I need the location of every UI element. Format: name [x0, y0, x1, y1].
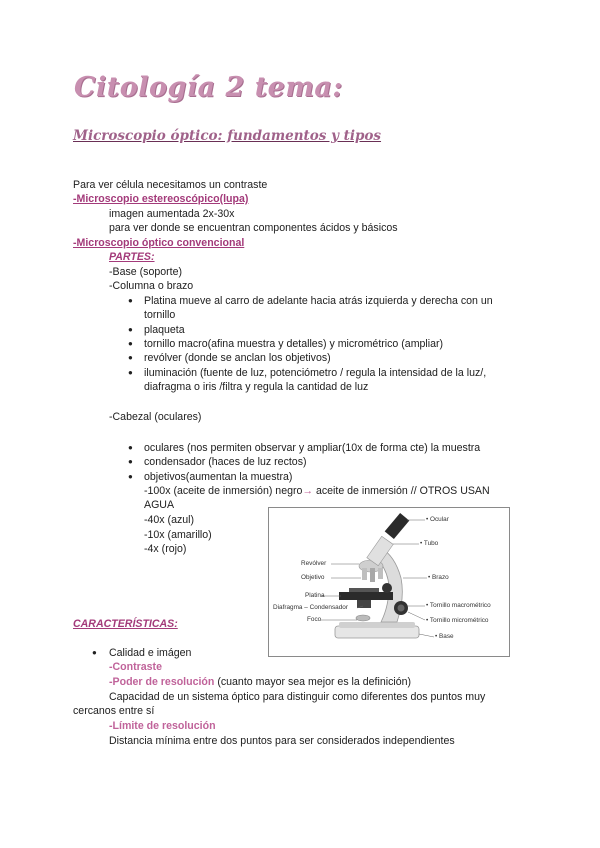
- list-item: Platina mueve al carro de adelante hacia atrás izquierda y derecha con un: [144, 295, 493, 307]
- bullet-dot: ●: [128, 296, 133, 305]
- objetivo-40x: -40x (azul): [144, 514, 195, 526]
- objetivo-agua: AGUA: [144, 499, 175, 511]
- limite-text: -Límite de resolución: [109, 720, 216, 732]
- list-item-continued: diafragma o iris /filtra y regula la cantidad de luz: [144, 381, 369, 393]
- microscope-illustration: [269, 508, 509, 656]
- label-micrometrico: • Tornillo micrométrico: [426, 617, 489, 624]
- label-foco: Foco: [307, 616, 322, 623]
- list-item: objetivos(aumentan la muestra): [144, 471, 293, 483]
- bullet-dot: ●: [128, 353, 133, 362]
- list-item: iluminación (fuente de luz, potenciómetro / regula la intensidad de la luz/,: [144, 367, 487, 379]
- caracteristicas-heading: CARACTERÍSTICAS:: [73, 618, 178, 630]
- page-title: Citología 2 tema:: [74, 72, 343, 103]
- list-item: tornillo macro(afina muestra y detalles) y micrométrico (ampliar): [144, 338, 444, 350]
- partes-heading: PARTES:: [109, 251, 155, 263]
- list-item: revólver (donde se anclan los objetivos): [144, 352, 331, 364]
- bullet-dot: ●: [128, 472, 133, 481]
- list-item: condensador (haces de luz rectos): [144, 456, 307, 468]
- columna-text: -Columna o brazo: [109, 280, 194, 292]
- estereo-heading: -Microscopio estereoscópico(lupa): [73, 193, 249, 205]
- objetivo-100x-text-b: aceite de inmersión // OTROS USAN: [313, 485, 490, 497]
- objetivo-10x: -10x (amarillo): [144, 529, 212, 541]
- contraste-text: -Contraste: [109, 661, 162, 673]
- label-objetivo: Objetivo: [301, 574, 325, 581]
- bullet-dot: ●: [128, 457, 133, 466]
- bullet-dot: ●: [128, 325, 133, 334]
- bullet-dot: ●: [92, 648, 97, 657]
- label-diafragma: Diafragma – Condensador: [273, 604, 348, 611]
- label-platina: Platina: [305, 592, 325, 599]
- arrow-icon: →: [302, 485, 313, 497]
- label-macrometrico: • Tornillo macrométrico: [426, 602, 491, 609]
- label-brazo: • Brazo: [428, 574, 449, 581]
- label-base: • Base: [435, 633, 454, 640]
- cabezal-text: -Cabezal (oculares): [109, 411, 202, 423]
- objetivo-100x-line: [144, 484, 490, 499]
- objetivo-100x-text: -100x (aceite de inmersión) negro: [144, 485, 303, 497]
- label-revolver: Revólver: [301, 560, 327, 567]
- bullet-dot: ●: [128, 443, 133, 452]
- list-item-continued: tornillo: [144, 309, 176, 321]
- page-subtitle: Microscopio óptico: fundamentos y tipos: [73, 128, 382, 144]
- poder-line: [109, 675, 411, 690]
- calidad-text: Calidad e imágen: [109, 647, 192, 659]
- list-item: oculares (nos permiten observar y ampliar(10x de forma cte) la muestra: [144, 442, 481, 454]
- estereo-line-2: para ver donde se encuentran componentes ácidos y básicos: [109, 222, 398, 234]
- microscope-diagram: [268, 507, 510, 657]
- list-item: plaqueta: [144, 324, 185, 336]
- label-ocular: • Ocular: [426, 516, 449, 523]
- estereo-line-1: imagen aumentada 2x-30x: [109, 208, 235, 220]
- poder-label: -Poder de resolución: [109, 676, 215, 688]
- bullet-dot: ●: [128, 339, 133, 348]
- capacidad-line-2: cercanos entre sí: [73, 705, 155, 717]
- poder-desc: (cuanto mayor sea mejor es la definición): [214, 676, 412, 688]
- intro-text: Para ver célula necesitamos un contraste: [73, 179, 268, 191]
- bullet-dot: ●: [128, 368, 133, 377]
- base-text: -Base (soporte): [109, 266, 183, 278]
- convencional-heading: -Microscopio óptico convencional: [73, 237, 245, 249]
- label-tubo: • Tubo: [420, 540, 439, 547]
- capacidad-line-1: Capacidad de un sistema óptico para distinguir como diferentes dos puntos muy: [109, 691, 486, 703]
- distancia-text: Distancia mínima entre dos puntos para ser considerados independientes: [109, 735, 455, 747]
- objetivo-4x: -4x (rojo): [144, 543, 187, 555]
